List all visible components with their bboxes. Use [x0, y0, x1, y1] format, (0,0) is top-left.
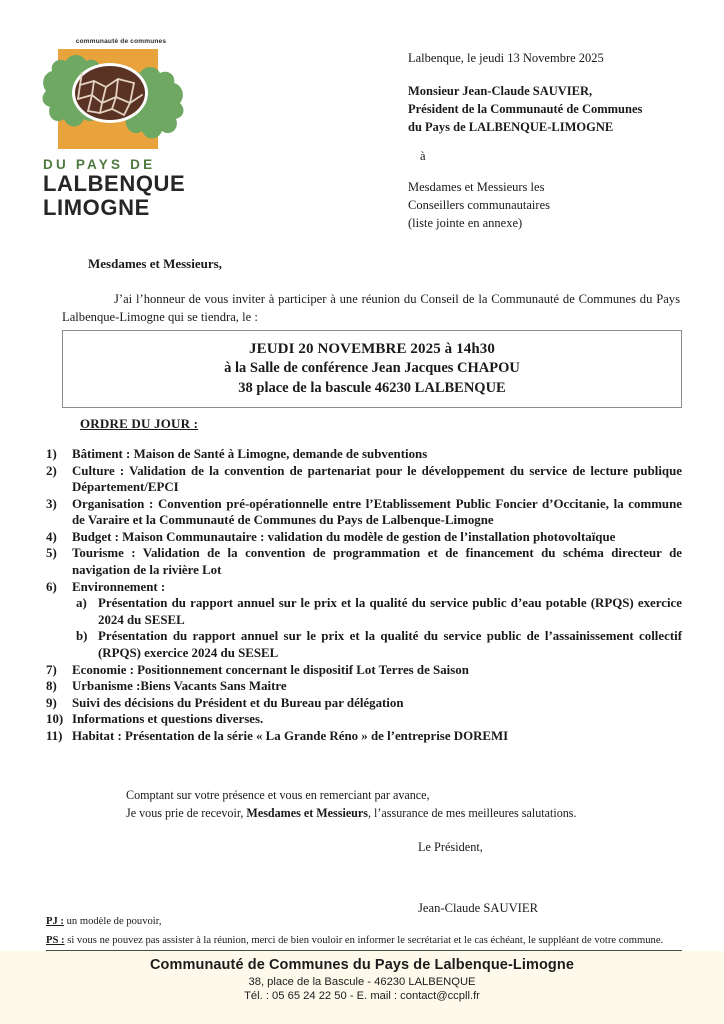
recipient-line-1: Mesdames et Messieurs les [408, 179, 545, 194]
agenda-item [46, 678, 682, 695]
sender-org: du Pays de LALBENQUE-LIMOGNE [408, 120, 614, 134]
agenda-item-text: Organisation : Convention pré-opérationnelle entre l’Etablissement Public Foncier d’Occitanie, la commune de Varaire et la Communauté de Communes du Pays de Lalbenque-Limogne [72, 496, 682, 528]
closing-paragraph [126, 786, 646, 822]
signature-title: Le Président, [418, 840, 483, 854]
agenda-item-number: 8) [46, 679, 57, 694]
agenda-item-text: Budget : Maison Communautaire : validation du modèle de gestion de l’installation photovoltaïque [72, 529, 616, 544]
agenda-item-number: 9) [46, 695, 57, 710]
recipient-block [408, 178, 698, 232]
agenda-subitem-number: a) [76, 596, 87, 611]
footer-contact: Tél. : 05 65 24 22 50 - E. mail : contact@ccpll.fr [244, 990, 480, 1002]
agenda-item [46, 529, 682, 546]
closing-line-2-pre: Je vous prie de recevoir, [126, 806, 247, 821]
agenda-item [46, 463, 682, 496]
agenda-item [46, 711, 682, 728]
logo-line-limogne: LIMOGNE [43, 194, 150, 220]
note-ps-text: si vous ne pouvez pas assister à la réunion, merci de bien vouloir en informer le secrétariat et le cas échéant, le suppléant de votre commune. [64, 935, 664, 947]
agenda-item [46, 579, 682, 596]
letter-header [408, 50, 698, 232]
note-ps-label: PS : [46, 935, 65, 947]
agenda-item [46, 728, 682, 745]
agenda-list [46, 446, 682, 744]
agenda-item-text: Culture : Validation de la convention de partenariat pour le développement du service de lecture publique Département/EPCI [72, 463, 682, 495]
agenda-subitem-text: Présentation du rapport annuel sur le prix et la qualité du service public d’eau potable (RPQS) exercice 2024 du SESEL [98, 596, 682, 627]
agenda-item-number: 6) [46, 579, 57, 594]
sender-block [408, 82, 698, 136]
agenda-item-number: 5) [46, 546, 57, 561]
salutation: Mesdames et Messieurs, [88, 256, 222, 271]
closing-line-1: Comptant sur votre présence et vous en remerciant par avance, [126, 788, 430, 802]
note-ps [46, 933, 686, 949]
agenda-subitem-text: Présentation du rapport annuel sur le prix et la qualité du service public de l’assainissement collectif (RPQS) exercice 2024 du SESEL [98, 629, 682, 660]
footer-address: 38, place de la Bascule - 46230 LALBENQUE [248, 976, 476, 988]
note-pj-text: un modèle de pouvoir, [63, 916, 162, 927]
recipient-line-3: (liste jointe en annexe) [408, 216, 523, 231]
agenda-item-text: Urbanisme :Biens Vacants Sans Maitre [72, 679, 287, 694]
agenda-subitem [76, 595, 682, 628]
agenda-item-text: Informations et questions diverses. [72, 712, 264, 727]
logo-tagline: communauté de communes [75, 38, 167, 45]
closing-line-2 [126, 804, 646, 822]
agenda-item [46, 695, 682, 712]
signature-name: Jean-Claude SAUVIER [418, 901, 538, 915]
footer-organization: Communauté de Communes du Pays de Lalbenque-Limogne [149, 957, 575, 973]
meeting-details-box [62, 330, 682, 408]
agenda-item-text: Suivi des décisions du Président et du Bureau par délégation [72, 695, 404, 710]
sender-name: Monsieur Jean-Claude SAUVIER, [408, 83, 593, 98]
agenda-item [46, 545, 682, 578]
logo-wordmark [38, 158, 188, 220]
agenda-title: ORDRE DU JOUR : [80, 416, 199, 431]
intro-text: J’ai l’honneur de vous inviter à participer à une réunion du Conseil de la Communauté de Communes du Pays Lalbenque-Limogne qui se tiendra, le : [62, 292, 680, 325]
note-pj-label: PJ : [46, 916, 64, 927]
agenda-item-text: Tourisme : Validation de la convention de programmation et de financement du schéma directeur de navigation de la rivière Lot [72, 546, 682, 578]
closing-line-2-bold: Mesdames et Messieurs [246, 806, 368, 821]
note-pj [46, 914, 686, 930]
logo-line-lalbenque: LALBENQUE [43, 171, 186, 197]
agenda-item-number: 11) [46, 728, 63, 743]
agenda-item [46, 662, 682, 679]
recipient-line-2: Conseillers communautaires [408, 198, 550, 212]
logo-line-du-pays-de: DU PAYS DE [43, 157, 156, 172]
agenda-item-number: 1) [46, 447, 57, 461]
agenda-subitem [76, 628, 682, 661]
agenda-item [46, 446, 682, 463]
agenda-item-text: Habitat : Présentation de la série « La Grande Réno » de l’entreprise DOREMI [72, 728, 509, 743]
meeting-venue: à la Salle de conférence Jean Jacques CHAPOU [224, 360, 520, 377]
sender-role: Président de la Communauté de Communes [408, 101, 643, 116]
organization-logo [38, 38, 188, 220]
agenda-item-number: 4) [46, 529, 57, 544]
agenda-item-text: Bâtiment : Maison de Santé à Limogne, demande de subventions [72, 447, 428, 461]
meeting-address: 38 place de la bascule 46230 LALBENQUE [238, 379, 506, 396]
letter-date: Lalbenque, le jeudi 13 Novembre 2025 [408, 51, 604, 65]
agenda-subitem-number: b) [76, 629, 88, 644]
closing-line-2-post: , l’assurance de mes meilleures salutations. [367, 806, 577, 821]
agenda-item-text: Environnement : [72, 579, 166, 594]
agenda-item-number: 7) [46, 662, 57, 677]
logo-artwork [38, 47, 188, 157]
intro-paragraph [62, 290, 680, 327]
meeting-datetime: JEUDI 20 NOVEMBRE 2025 à 14h30 [249, 341, 495, 357]
page-footer [0, 951, 724, 1024]
footnotes [46, 914, 686, 953]
agenda-item-text: Economie : Positionnement concernant le dispositif Lot Terres de Saison [72, 662, 469, 677]
agenda-item-number: 2) [46, 463, 57, 478]
agenda-item [46, 496, 682, 529]
agenda-item-number: 3) [46, 496, 57, 511]
agenda-item-number: 10) [46, 712, 64, 727]
addressed-to-marker: à [420, 149, 426, 164]
